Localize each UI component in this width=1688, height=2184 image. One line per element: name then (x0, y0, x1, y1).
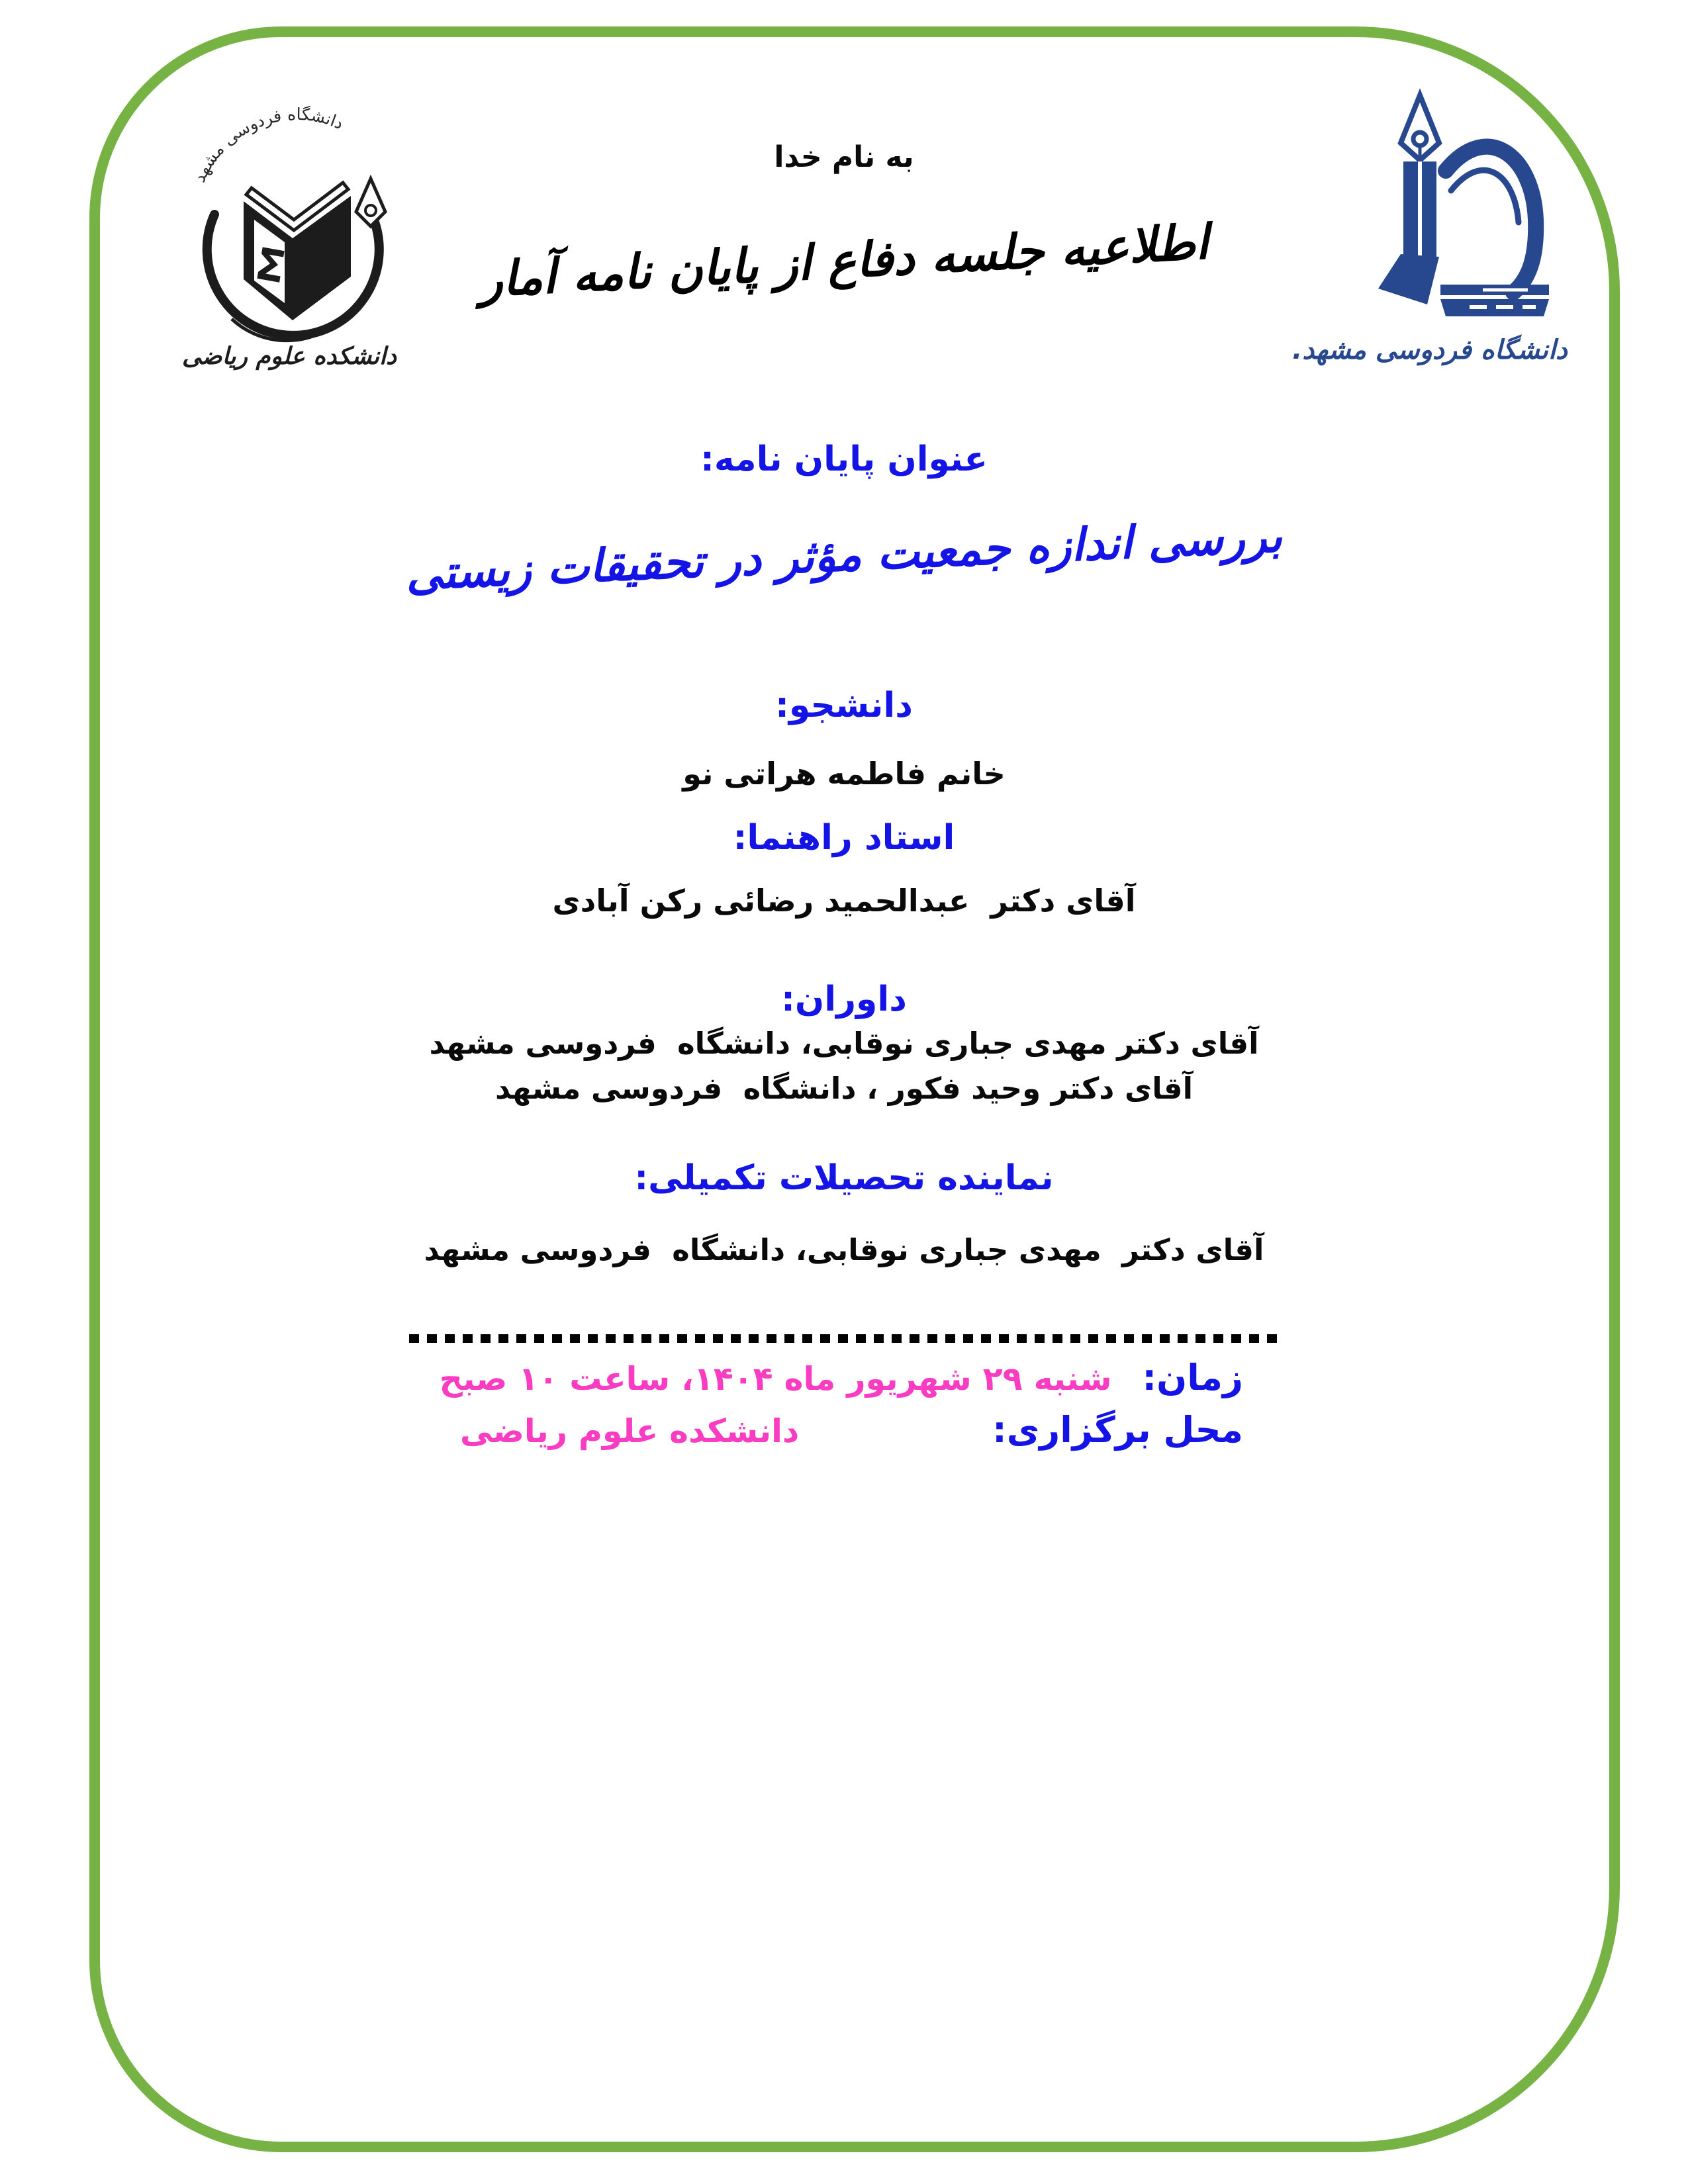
judges-label: داوران: (781, 979, 907, 1019)
venue-line (440, 1409, 1243, 1451)
judge-name-1: آقای دکتر مهدی جباری نوقابی، دانشگاه فردوسی مشهد (429, 1026, 1259, 1061)
thesis-title-label: عنوان پایان نامه: (700, 439, 988, 479)
supervisor-name: آقای دکتر عبدالحمید رضائی رکن آبادی (552, 883, 1136, 919)
sigma-symbol: Σ (251, 238, 290, 294)
time-line (440, 1357, 1243, 1398)
thesis-title: بررسی اندازه جمعیت مؤثر در تحقیقات زیستی (404, 510, 1284, 601)
pen-nib-icon-left-logo (356, 179, 385, 226)
math-faculty-logo-top-text: دانشگاه فردوسی مشهد (189, 104, 347, 185)
book-base-shape (1440, 285, 1549, 316)
schedule-block (440, 1357, 1243, 1451)
ferdowsi-logo-caption: دانشگاه فردوسی مشهد. (1292, 335, 1568, 365)
student-name: خانم فاطمه هراتی نو (682, 756, 1006, 792)
math-faculty-logo-bottom-text: دانشکده علوم ریاضی (181, 343, 397, 370)
announcement-title: اطلاعیه جلسه دفاع از پایان نامه آمار (478, 214, 1210, 308)
student-label: دانشجو: (775, 686, 913, 725)
supervisor-label: استاد راهنما: (733, 818, 955, 858)
venue-value: دانشکده علوم ریاضی (460, 1412, 800, 1450)
dashed-separator (409, 1334, 1280, 1343)
grad-rep-label: نماینده تحصیلات تکمیلی: (634, 1158, 1054, 1198)
bismillah-text: به نام خدا (774, 140, 914, 174)
venue-label: محل برگزاری: (992, 1409, 1243, 1451)
time-value: شنبه ۲۹ شهریور ماه ۱۴۰۴، ساعت ۱۰ صبح (439, 1360, 1112, 1398)
time-label: زمان: (1142, 1357, 1243, 1398)
grad-rep-name: آقای دکتر مهدی جباری نوقابی، دانشگاه فردوسی مشهد (424, 1232, 1264, 1267)
judge-name-2: آقای دکتر وحید فکور ، دانشگاه فردوسی مشهد (494, 1071, 1194, 1106)
